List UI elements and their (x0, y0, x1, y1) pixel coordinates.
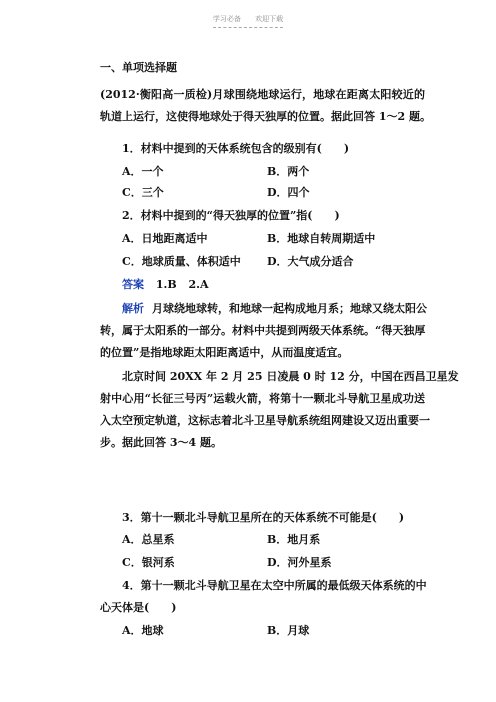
intro-paragraph-2 (100, 366, 459, 454)
intro2-line-1: 北京时间 20XX 年 2 月 25 日凌晨 0 时 12 分，中国在西昌卫星发 (122, 370, 459, 383)
q1-option-c: C．三个 (122, 186, 164, 199)
analysis-paragraph (100, 298, 425, 364)
q2-option-c: C．地球质量、体积适中 (122, 255, 241, 268)
analysis-line-2: 转，属于太阳系的一部分。材料中共提到两级天体系统。“得天独厚 (100, 324, 426, 337)
q3-stem: 3．第十一颗北斗导航卫星所在的天体系统不可能是( ) (122, 511, 405, 524)
q2-option-a: A．日地距离适中 (122, 232, 208, 245)
analysis-text-1: 月球绕地球转，和地球一起构成地月系；地球又绕太阳公 (152, 302, 427, 315)
q1-stem: 1．材料中提到的天体系统包含的级别有( ) (122, 142, 350, 155)
q1-option-d: D．四个 (267, 186, 310, 199)
intro2-line-3: 入太空预定轨道，这标志着北斗卫星导航系统组网建设又迈出重要一 (100, 414, 430, 427)
q4-option-a: A．地球 (122, 624, 164, 637)
answer-1: 1.B (155, 278, 177, 291)
q1-option-row-1 (100, 164, 164, 180)
intro1-line-2: 轨道上运行，这使得地球处于得天独厚的位置。据此回答 1～2 题。 (100, 110, 431, 123)
answer-line (100, 277, 209, 293)
q4-stem-line-1: 4．第十一颗北斗导航卫星在太空中所属的最低级天体系统的中 (122, 579, 427, 592)
q1-option-a: A．一个 (122, 165, 164, 178)
q4-option-b: B．月球 (267, 624, 310, 637)
q4-stem-line-2: 心天体是( ) (100, 601, 177, 614)
q2-option-d: D．大气成分适合 (267, 255, 354, 268)
intro-paragraph-1 (100, 84, 431, 128)
intro2-line-2: 射中心用“长征三号丙”运载火箭，将第十一颗北斗导航卫星成功送 (100, 392, 425, 405)
intro1-line-1: (2012·衡阳高一质检)月球围绕地球运行，地球在距离太阳较近的 (100, 88, 425, 101)
intro2-line-4: 步。据此回答 3～4 题。 (100, 436, 222, 449)
page-header (0, 14, 496, 24)
q2-option-b: B．地球自转周期适中 (267, 232, 376, 245)
q3-option-a: A．总星系 (122, 533, 175, 546)
q3-option-c: C．银河系 (122, 556, 175, 569)
q3-option-b: B．地月系 (267, 533, 321, 546)
header-underline (213, 27, 283, 28)
analysis-label: 解析 (122, 302, 144, 315)
q2-stem: 2．材料中提到的“得天独厚的位置”指( ) (122, 209, 340, 222)
answer-2: 2.A (188, 278, 209, 291)
q3-option-d: D．河外星系 (267, 556, 332, 569)
section-title: 一、单项选择题 (100, 61, 177, 74)
analysis-line-3: 的位置”是指地球距太阳距离适中，从而温度适宜。 (100, 346, 349, 359)
header-left-text: 学习必备 (212, 15, 241, 23)
q4-stem (100, 575, 425, 619)
header-right-text: 欢迎下载 (255, 15, 284, 23)
q1-option-b: B．两个 (267, 165, 310, 178)
analysis-line-1 (100, 298, 425, 320)
answer-label: 答案 (122, 278, 144, 291)
